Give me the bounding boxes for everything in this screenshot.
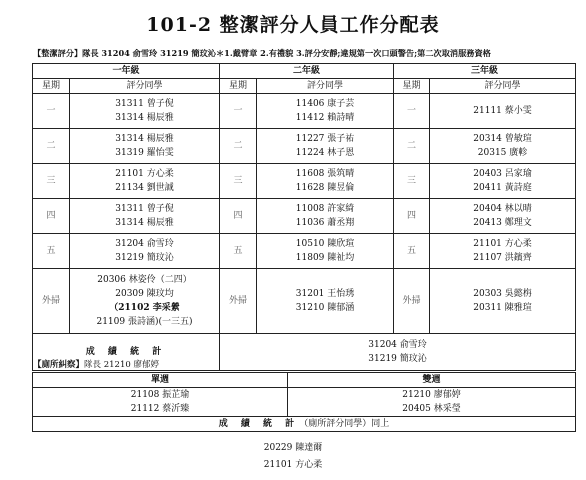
day-cell: 一 [394,94,430,129]
names-cell: 11008 許家綺 11036 蕭丞翔 [257,199,394,234]
names-cell: 10510 陳欣瑄 11809 陳祉均 [257,234,394,269]
restroom-totals-label: 成 績 統 計（廁所評分同學）同上 [33,417,576,432]
day-column-header: 星期 [394,79,430,94]
table-row [33,199,576,234]
names-cell: 31204 俞雪玲 31219 簡玟沁 [70,234,220,269]
names-cell: 21101 方心柔 21134 劉世誠 [70,164,220,199]
names-cell: 21101 方心柔 21107 洪鑌齊 [430,234,576,269]
restroom-table [32,372,576,432]
names-cell: 21111 蔡小雯 [430,94,576,129]
table-row [33,129,576,164]
names-cell: 31311 曾子倪 31314 楊辰雅 [70,199,220,234]
day-cell: 四 [220,199,257,234]
day-cell: 二 [220,129,257,164]
day-cell: 二 [33,129,70,164]
day-cell: 二 [394,129,430,164]
names-cell: 20314 曾敏瑄 20315 廣軫 [430,129,576,164]
grade-header-2: 二年級 [220,64,394,79]
page-title: 101-2 整潔評分人員工作分配表 [146,14,440,36]
day-cell: 五 [394,234,430,269]
table-row [33,234,576,269]
totals-names: 31204 俞雪玲 31219 簡玟沁 [220,334,576,371]
names-cell: 20303 吳懿栴 20311 陳雅瑄 [430,269,576,334]
external-label: 外掃 [220,269,257,334]
day-cell: 三 [394,164,430,199]
day-cell: 一 [220,94,257,129]
names-cell: 20306 林姿伶（二四） 20309 陳玟均 （21102 李采縈 21109 張詩涵)(一三五) [70,269,220,334]
day-column-header: 星期 [220,79,257,94]
day-cell: 四 [394,199,430,234]
eval-column-header: 評分同學 [70,79,220,94]
restroom-heading: 【廁所糾察】隊長 21210 廖郁婷 [33,360,159,370]
eval-column-header: 評分同學 [257,79,394,94]
day-cell: 五 [33,234,70,269]
day-cell: 三 [220,164,257,199]
table-row [33,94,576,129]
external-label: 外掃 [394,269,430,334]
bottom-name: 20229 陳達爾 [263,443,323,453]
names-cell: 31311 曾子倪 31314 楊辰雅 [70,94,220,129]
external-row [33,269,576,334]
day-cell: 四 [33,199,70,234]
grade-header-1: 一年級 [33,64,220,79]
names-cell: 31314 楊辰雅 31319 羅怡雯 [70,129,220,164]
bottom-name: 21101 方心柔 [263,460,323,470]
evaluation-schedule-table [32,63,576,371]
day-cell: 五 [220,234,257,269]
totals-label: 成 績 統 計 [33,334,220,371]
names-cell: 31201 王怡琇 31210 陳郁涵 [257,269,394,334]
external-label: 外掃 [33,269,70,334]
bottom-names [0,440,586,474]
odd-week-names: 21108 振芷瑜 21112 蔡沂臻 [33,388,288,417]
even-week-names: 21210 廖郁婷 20405 林采瑩 [288,388,576,417]
day-column-header: 星期 [33,79,70,94]
names-cell: 11608 張筑晴 11628 陳昱倫 [257,164,394,199]
day-cell: 一 [33,94,70,129]
names-cell: 20404 林以晴 20413 鄭理文 [430,199,576,234]
eval-column-header: 評分同學 [430,79,576,94]
names-cell: 11227 張子祐 11224 林子恩 [257,129,394,164]
odd-week-header: 單週 [33,373,288,388]
names-cell: 11406 康子芸 11412 賴詩晴 [257,94,394,129]
even-week-header: 雙週 [288,373,576,388]
evaluation-subtitle: 【整潔評分】隊長 31204 俞雪玲 31219 簡玟沁＊1.戴臂章 2.有禮貌 3.評分安靜;違規第一次口頭警告;第二次取消服務資格 [33,48,491,58]
grade-header-3: 三年級 [394,64,576,79]
names-cell: 20403 呂家瑜 20411 黃詩庭 [430,164,576,199]
day-cell: 三 [33,164,70,199]
table-row [33,164,576,199]
